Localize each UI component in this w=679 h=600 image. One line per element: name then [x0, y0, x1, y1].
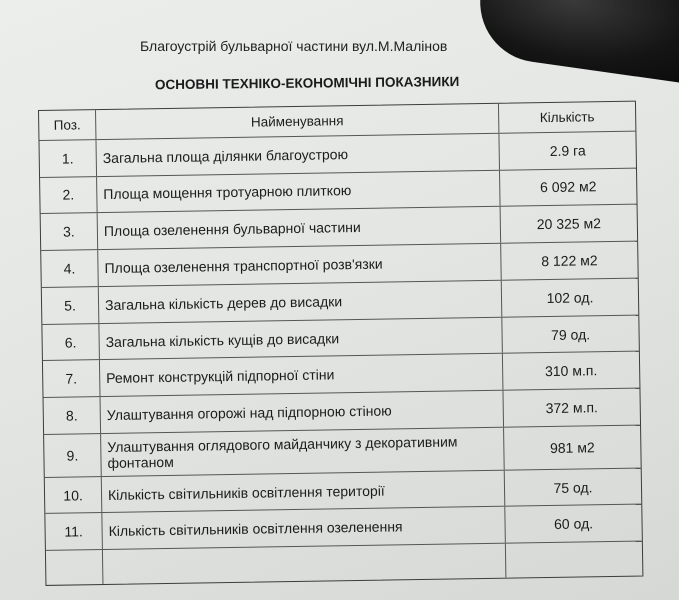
document-subtitle: Благоустрій бульварної частини вул.М.Малінов	[140, 38, 448, 54]
row-pos: 9.	[44, 434, 102, 477]
row-pos: 4.	[41, 250, 99, 287]
row-pos-empty	[46, 550, 104, 585]
row-pos: 7.	[43, 360, 101, 397]
row-name: Загальна площа ділянки благоустрою	[96, 134, 500, 176]
row-qty: 372 м.п.	[545, 399, 598, 417]
header-pos: Поз.	[39, 110, 96, 140]
row-pos: 3.	[41, 213, 99, 250]
row-pos: 5.	[42, 287, 100, 324]
document-heading: ОСНОВНІ ТЕХНІКО-ЕКОНОМІЧНІ ПОКАЗНИКИ	[154, 74, 460, 93]
row-name: Ремонт конструкцій підпорної стіни	[100, 354, 504, 396]
row-qty: 79 од.	[550, 325, 591, 343]
row-qty: 102 од.	[546, 289, 594, 306]
row-pos: 8.	[44, 397, 102, 434]
row-name: Кількість світильників освітлення озеленення	[102, 507, 506, 549]
row-name: Площа озеленення транспортної розв'язки	[98, 244, 502, 286]
row-qty: 20 325 м2	[536, 215, 602, 233]
indicators-table	[38, 101, 643, 586]
row-qty: 60 од.	[553, 515, 594, 533]
row-name: Загальна кількість кущів до висадки	[99, 317, 503, 359]
row-name: Загальна кількість дерев до висадки	[99, 281, 503, 323]
row-name: Улаштування огорожі над підпорною стіною	[101, 391, 505, 433]
row-pos: 1.	[39, 140, 97, 177]
row-qty: 75 од.	[553, 478, 593, 496]
row-qty: 8 122 м2	[541, 252, 598, 270]
row-qty: 310 м.п.	[544, 362, 598, 380]
row-pos: 6.	[42, 324, 100, 361]
header-qty: Кількість	[539, 109, 595, 126]
row-name: Кількість світильників освітлення території	[102, 470, 506, 512]
row-qty: 2.9 га	[549, 142, 586, 159]
header-name: Найменування	[96, 104, 499, 139]
row-qty-empty	[506, 542, 643, 578]
row-name: Площа мощення тротуарною плиткою	[97, 170, 501, 212]
row-name: Улаштування оглядового майданчику з декоративним фонтаном	[101, 428, 505, 476]
row-qty: 981 м2	[549, 439, 595, 456]
row-name: Площа озеленення бульварної частини	[98, 207, 502, 249]
row-name-empty	[103, 544, 506, 584]
row-pos: 2.	[40, 177, 98, 214]
row-qty: 6 092 м2	[539, 178, 597, 196]
row-pos: 11.	[45, 513, 103, 550]
row-pos: 10.	[45, 477, 103, 514]
